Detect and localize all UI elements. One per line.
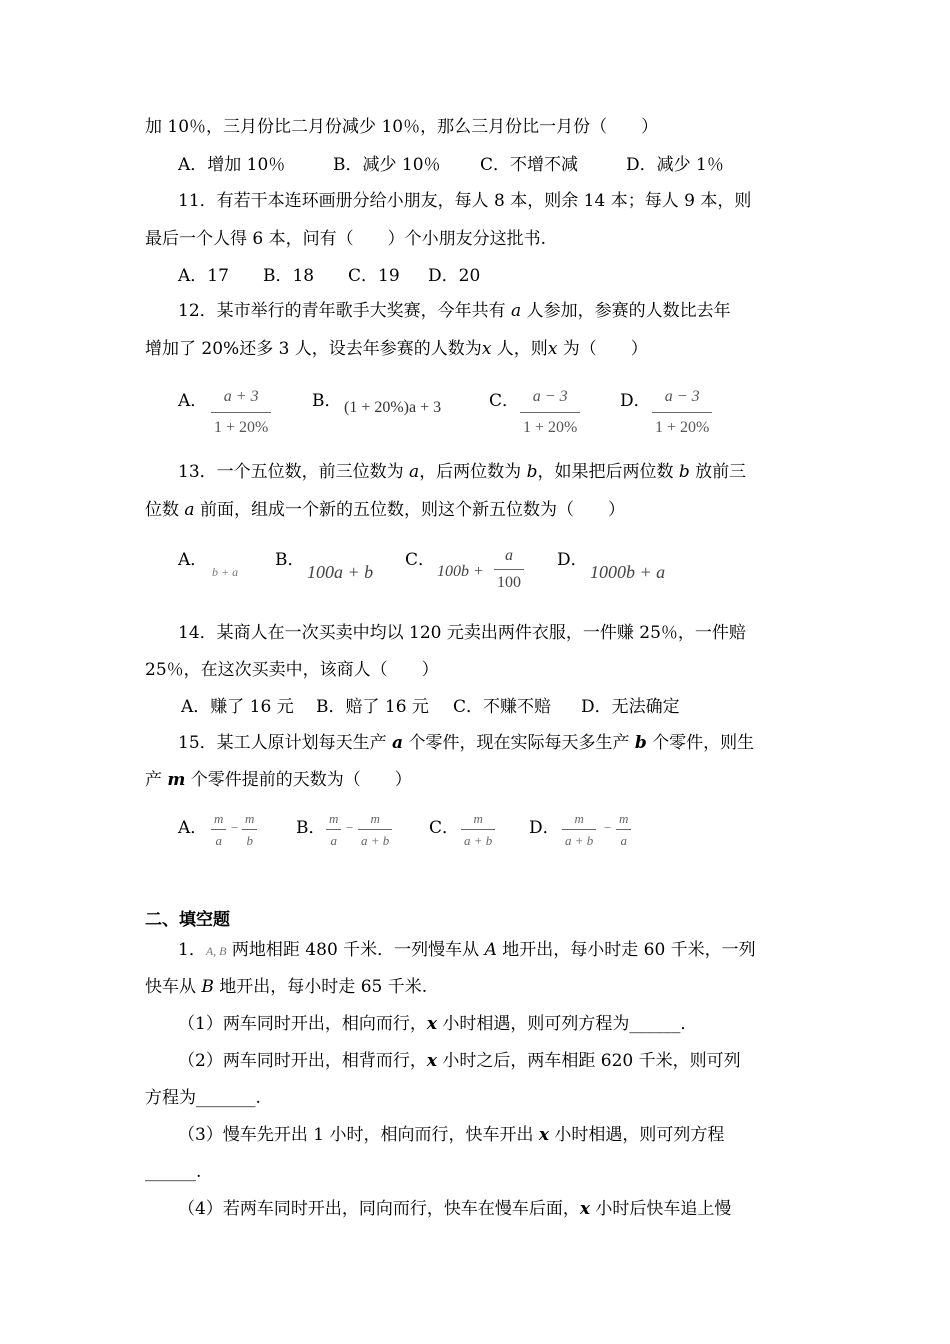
var-x: x [547, 339, 558, 359]
var-x: x [481, 339, 492, 359]
q15-text: 产 [145, 770, 168, 790]
fraction-bar [326, 829, 341, 830]
q10-option-b: B．减少 10％ [333, 155, 441, 175]
q12-stem-line2 [145, 341, 648, 358]
numerator: a − 3 [664, 388, 700, 405]
fraction-bar [616, 829, 631, 830]
section-heading: 二、填空题 [145, 910, 230, 930]
fill-q1-part2-line1 [178, 1053, 741, 1070]
q15-option-c-frac [461, 812, 495, 847]
fill-q1-text: （1）两车同时开出，相向而行， [178, 1014, 427, 1034]
var-x: x [426, 1051, 437, 1071]
q15-option-d-frac2 [616, 812, 631, 847]
q12-text: 人，则 [491, 339, 548, 359]
numerator: a + 3 [223, 388, 259, 405]
fraction-bar [211, 412, 271, 413]
denominator: a [215, 833, 222, 848]
var-a: a [184, 500, 195, 520]
q13-text: 放前三 [689, 462, 747, 482]
q13-option-a-label: A． [178, 550, 208, 570]
fill-q1-text: （4）若两车同时开出，同向而行，快车在慢车后面， [178, 1199, 580, 1219]
q15-text: 15．某工人原计划每天生产 [178, 733, 393, 753]
q13-option-d-expression: 1000b + a [590, 562, 666, 582]
denominator: 1 + 20% [655, 419, 710, 436]
q12-option-c-label: C． [489, 391, 520, 411]
numerator: m [245, 811, 255, 826]
numerator: m [329, 811, 339, 826]
var-a: a [392, 733, 404, 753]
q12-option-a-fraction [211, 389, 271, 436]
q15-option-b-minus: − [346, 820, 354, 835]
fraction-bar [461, 829, 495, 830]
numerator: a − 3 [532, 388, 568, 405]
q11-stem-line2: 最后一个人得 6 本，问有（ ）个小朋友分这批书. [145, 229, 547, 249]
q12-option-d-fraction [652, 389, 712, 436]
q13-option-c-label: C． [405, 550, 436, 570]
fraction-bar [211, 829, 226, 830]
fill-q1-text: 小时相遇，则可列方程为______． [436, 1014, 698, 1034]
q14-stem-line1: 14．某商人在一次买卖中均以 120 元卖出两件衣服，一件赚 25％，一件赔 [178, 623, 746, 643]
fill-q1-text: 地开出，每小时走 65 千米. [213, 977, 428, 997]
fraction-bar [358, 829, 392, 830]
q13-text: 13．一个五位数，前三位数为 [178, 462, 410, 482]
fraction-bar [520, 412, 580, 413]
q15-option-a-minus: − [231, 820, 239, 835]
q12-option-d-label: D． [620, 391, 651, 411]
denominator: 1 + 20% [214, 419, 269, 436]
numerator: m [214, 811, 224, 826]
fill-q1-text: （3）慢车先开出 1 小时，相向而行，快车开出 [178, 1125, 539, 1145]
fill-q1-part1 [178, 1016, 697, 1033]
q15-option-b-frac2 [358, 812, 392, 847]
denominator: 1 + 20% [523, 419, 578, 436]
fill-q1-text: 地开出，每小时走 60 千米，一列 [496, 940, 756, 960]
fill-q1-part2-line2: 方程为_______. [145, 1088, 261, 1108]
numerator: m [574, 811, 584, 826]
q13-option-a-expression: b + a [212, 565, 239, 579]
numerator: m [619, 811, 629, 826]
q13-text: ，后两位数为 [419, 462, 527, 482]
q14-option-a: A．赚了 16 元 [181, 697, 294, 717]
q14-option-b: B．赔了 16 元 [316, 697, 429, 717]
fraction-bar [494, 569, 524, 570]
var-a: a [409, 462, 420, 482]
q13-stem-line2 [145, 502, 625, 519]
q14-option-c: C．不赚不赔 [453, 697, 552, 717]
q11-option-d: D．20 [428, 266, 481, 286]
fill-q1-text: 1． [178, 940, 206, 960]
fill-q1-line2 [145, 979, 427, 996]
q13-option-b-expression: 100a + b [307, 562, 374, 582]
fill-q1-line1 [178, 942, 756, 959]
q13-text: ，如果把后两位数 [537, 462, 679, 482]
q14-option-d: D．无法确定 [581, 697, 680, 717]
numerator: a [505, 547, 513, 564]
fill-q1-text: （2）两车同时开出，相背而行， [178, 1051, 427, 1071]
var-b: b [526, 462, 538, 482]
var-a: a [511, 301, 522, 321]
var-x: x [426, 1014, 437, 1034]
var-b: b [634, 733, 647, 753]
q12-text: 增加了 20%还多 3 人，设去年参赛的人数为 [145, 339, 482, 359]
q10-option-a: A．增加 10％ [178, 155, 286, 175]
fill-q1-text: 小时之后，两车相距 620 千米，则可列 [436, 1051, 741, 1071]
denominator: a [330, 833, 337, 848]
q13-option-c-expression: 100b + [437, 563, 484, 580]
q15-option-b-label: B． [296, 818, 326, 838]
denominator: b [246, 833, 253, 848]
numerator: m [370, 811, 380, 826]
q12-option-b-expression: (1 + 20%)a + 3 [344, 399, 442, 416]
q15-option-b-frac1 [326, 812, 341, 847]
fill-q1-part4-line1 [178, 1201, 731, 1218]
q11-option-a: A．17 [178, 266, 229, 286]
q11-option-b: B．18 [263, 266, 315, 286]
var-m: m [167, 770, 186, 790]
q12-text: 人参加，参赛的人数比去年 [521, 301, 731, 321]
fraction-bar [562, 829, 596, 830]
q13-text: 前面，组成一个新的五位数，则这个新五位数为（ ） [194, 500, 625, 520]
q15-option-d-frac1 [562, 812, 596, 847]
var-x: x [579, 1199, 590, 1219]
q10-option-d: D．减少 1％ [626, 155, 724, 175]
fill-q1-part3-line1 [178, 1127, 724, 1144]
denominator: 100 [497, 574, 521, 591]
q13-option-d-label: D． [557, 550, 588, 570]
q15-option-a-frac2 [242, 812, 257, 847]
fill-q1-text: 小时相遇，则可列方程 [548, 1125, 725, 1145]
var-ab: A, B [205, 944, 227, 958]
fill-q1-text: 快车从 [145, 977, 202, 997]
q15-option-a-label: A． [178, 818, 208, 838]
q12-option-a-label: A． [178, 391, 208, 411]
denominator: a + b [565, 833, 594, 848]
var-A: A [484, 940, 497, 960]
q15-text: 个零件提前的天数为（ ） [185, 770, 412, 790]
q12-option-b-label: B． [312, 391, 342, 411]
q13-option-b-label: B． [275, 550, 305, 570]
q12-option-c-fraction [520, 389, 580, 436]
q15-option-c-label: C． [429, 818, 460, 838]
q12-text: 为（ ） [557, 339, 648, 359]
var-B: B [201, 977, 214, 997]
q15-stem-line1 [178, 735, 754, 752]
q15-stem-line2 [145, 772, 412, 789]
q14-stem-line2: 25％，在这次买卖中，该商人（ ） [145, 660, 439, 680]
var-b: b [678, 462, 690, 482]
numerator: m [473, 811, 483, 826]
q10-option-c: C．不增不减 [480, 155, 579, 175]
fraction-bar [652, 412, 712, 413]
q13-text: 位数 [145, 500, 185, 520]
fraction-bar [242, 829, 257, 830]
q15-option-d-minus: − [604, 820, 612, 835]
q11-stem-line1: 11．有若干本连环画册分给小朋友，每人 8 本，则余 14 本；每人 9 本，则 [178, 191, 752, 211]
var-x: x [538, 1125, 549, 1145]
q13-option-c-fraction [494, 548, 524, 591]
q15-option-d-label: D． [529, 818, 560, 838]
q12-stem-line1 [178, 303, 731, 320]
q13-stem-line1 [178, 464, 746, 481]
q15-option-a-frac1 [211, 812, 226, 847]
q12-text: 12．某市举行的青年歌手大奖赛，今年共有 [178, 301, 512, 321]
fill-q1-part3-line2: ______. [145, 1162, 202, 1182]
denominator: a [620, 833, 627, 848]
q11-option-c: C．19 [348, 266, 400, 286]
q15-text: 个零件，则生 [646, 733, 755, 753]
q15-text: 个零件，现在实际每天多生产 [403, 733, 635, 753]
q10-stem-continuation: 加 10％，三月份比二月份减少 10％，那么三月份比一月份（ ） [145, 117, 659, 137]
denominator: a + b [464, 833, 493, 848]
denominator: a + b [361, 833, 390, 848]
fill-q1-text: 两地相距 480 千米．一列慢车从 [226, 940, 485, 960]
fill-q1-text: 小时后快车追上慢 [589, 1199, 732, 1219]
